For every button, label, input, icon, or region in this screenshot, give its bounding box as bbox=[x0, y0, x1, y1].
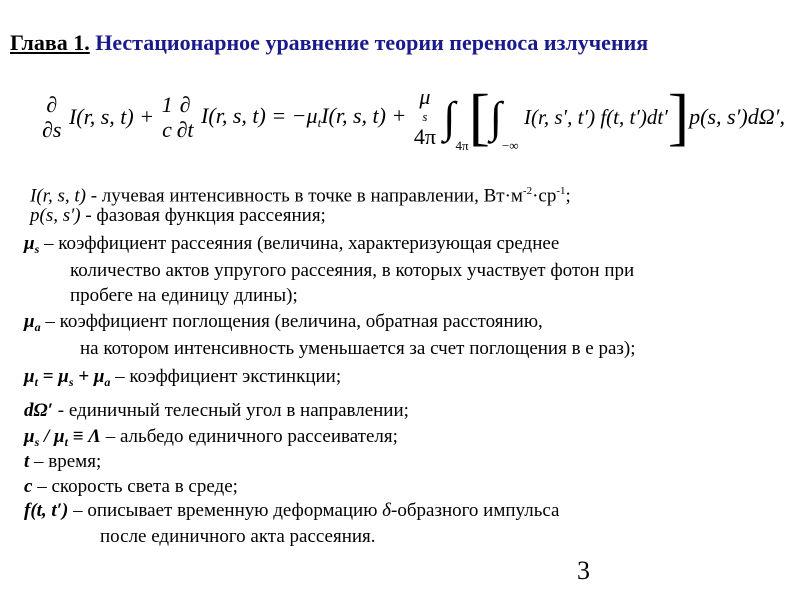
definition-line: на котором интенсивность уменьшается за счет поглощения в е раз); bbox=[80, 338, 636, 359]
definition-line: c – скорость света в среде; bbox=[24, 476, 238, 497]
title-text: Нестационарное уравнение теории переноса излучения bbox=[89, 30, 649, 55]
definition-line: после единичного акта рассеяния. bbox=[100, 526, 376, 547]
bracket-left: [ bbox=[468, 81, 490, 152]
definition-line: пробеге на единицу длины); bbox=[70, 285, 298, 306]
definition-line: dΩ′ - единичный телесный угол в направлении; bbox=[24, 400, 409, 421]
formula-term: I(r, s, $t) = -\mu_tI(r$, s, t) + bbox=[201, 103, 407, 130]
mus-fraction: μ s 4π bbox=[413, 84, 436, 150]
page-number: 3 bbox=[577, 556, 590, 585]
slide-title bbox=[10, 30, 648, 56]
chapter-label: Глава 1. bbox=[10, 30, 90, 55]
formula-term: p(s, s′)dΩ′, bbox=[689, 104, 785, 129]
definition-line: t – время; bbox=[24, 451, 102, 472]
integral-limit: 4π bbox=[455, 138, 469, 154]
definition-line: f(t, t′) – описывает временную деформацию δ-образного импульса bbox=[24, 500, 560, 521]
definition-line: I(r, s, t) - лучевая интенсивность в точке в направлении, $Вт\cdot м^{-2}\cdot ср^{-1}$; bbox=[30, 185, 571, 207]
inv-c-fraction: 1 c bbox=[161, 91, 173, 142]
definition-line: p(s, s′) - фазовая функция рассеяния; bbox=[30, 205, 326, 226]
definition-line: $\mu_a$ – коэффициент поглощения (величина, обратная расстоянию, bbox=[24, 311, 543, 334]
transfer-equation bbox=[40, 80, 800, 170]
definition-line: $\mu_s / \mu_t \equiv \Lambda$ – альбедо единичного рассеивателя; bbox=[24, 426, 398, 449]
partial-s-fraction: ∂ ∂s bbox=[42, 91, 62, 142]
formula-term: I(r, s, t) + bbox=[68, 104, 155, 129]
integral-limit: −∞ bbox=[501, 138, 519, 154]
bracket-right: ] bbox=[667, 81, 690, 152]
definition-line: количество актов упругого рассеяния, в которых участвует фотон при bbox=[70, 260, 635, 281]
integral-sign: ∫ bbox=[443, 92, 456, 142]
partial-t-fraction: ∂ ∂t bbox=[176, 91, 194, 142]
definition-line: $\mu_t = \mu_s + \mu_a$ – коэффициент экстинкции; bbox=[24, 366, 342, 389]
definition-line: $\mu_s$ – коэффициент рассеяния (величина, характеризующая среднее bbox=[24, 233, 560, 256]
formula-term: I(r, s′, t′) f(t, t′)dt′ bbox=[524, 104, 668, 129]
integral-sign: ∫ bbox=[489, 92, 502, 142]
